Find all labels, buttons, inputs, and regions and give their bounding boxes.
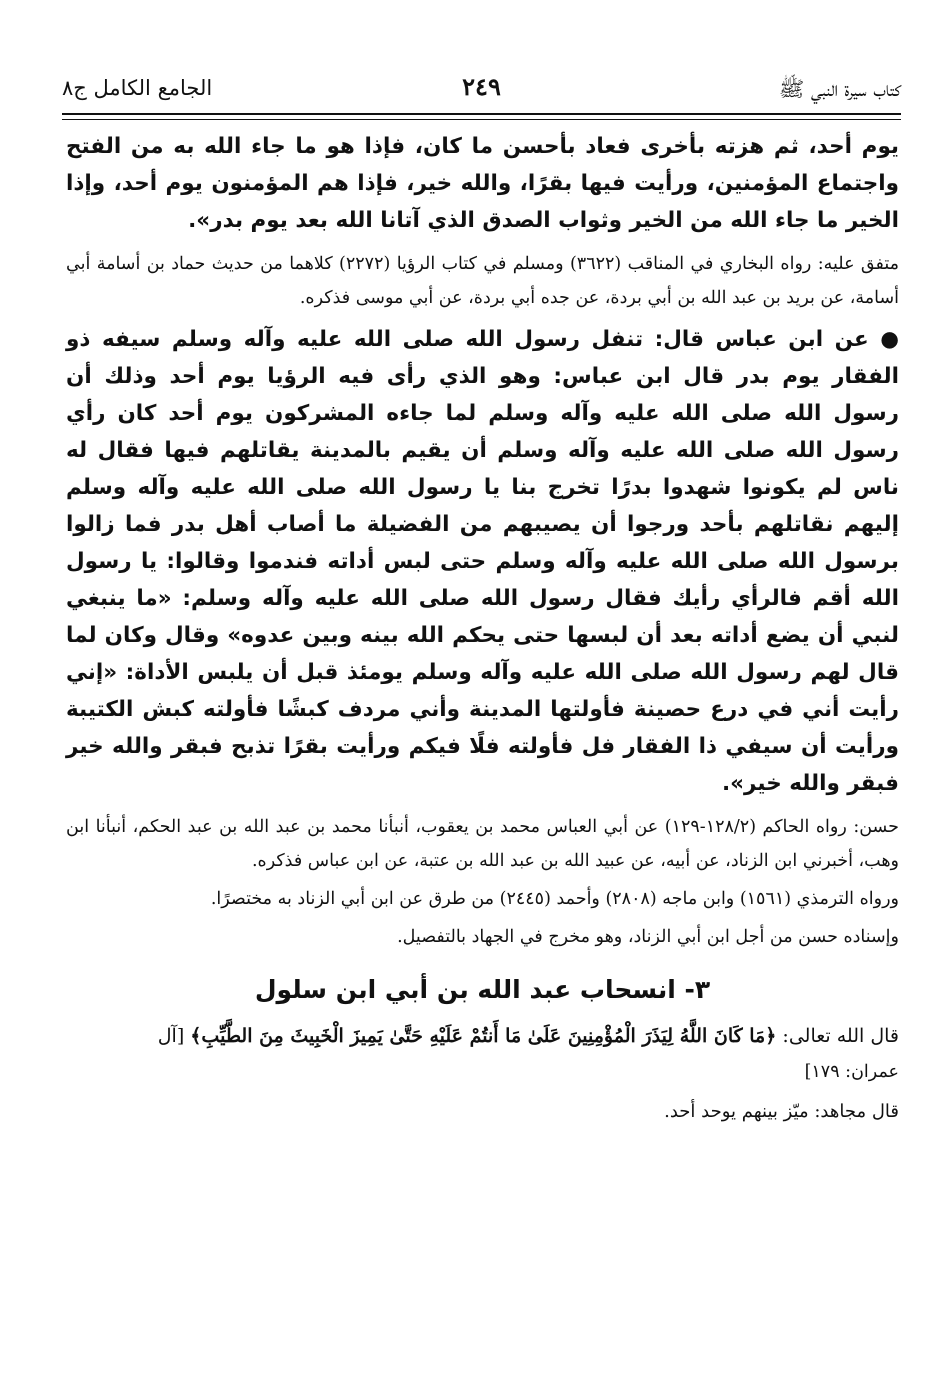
verse-intro: قال الله تعالى: xyxy=(782,1025,899,1047)
page-header xyxy=(62,62,901,108)
page-number: ٢٤٩ xyxy=(462,72,501,101)
verse-reference: عمران: ١٧٩] xyxy=(804,1062,899,1082)
hadith-takhrij-4: وإسناده حسن من أجل ابن أبي الزناد، وهو مخرج في الجهاد بالتفصيل. xyxy=(397,927,899,947)
hadith-takhrij-1: متفق عليه: رواه البخاري في المناقب (٣٦٢٢) ومسلم في كتاب الرؤيا (٢٢٧٢) كلاهما من حديث حماد بن أسامة أبي أسامة، عن بريد بن عبد الله بن أبي بردة، عن جده أبي بردة، عن أبي موسى فذكره. xyxy=(66,254,900,308)
page-content xyxy=(66,128,899,1130)
mujahid-quote: قال مجاهد: ميّز بينهم يوحد أحد. xyxy=(664,1101,899,1122)
hadith-text-continued: يوم أحد، ثم هزته بأخرى فعاد بأحسن ما كان، فإذا هو ما جاء الله به من الفتح واجتماع المؤمنين، ورأيت فيها بقرًا، والله خير، فإذا هم المؤمنون يوم أحد، وإذا الخير ما جاء الله من الخير وثواب الصدق الذي آتانا الله بعد يوم بدر». xyxy=(66,134,899,233)
book-title: كتاب سيرة النبي ﷺ xyxy=(778,77,901,101)
hadith-takhrij-2: حسن: رواه الحاكم (١٢٨/٢-١٢٩) عن أبي العباس محمد بن يعقوب، أنبأنا محمد بن عبد الله بن عبد الحكم، أنبأنا ابن وهب، أخبرني ابن الزناد، عن أبيه، عن عبيد الله بن عبد الله بن عتبة، عن ابن عباس فذكره. xyxy=(66,817,899,871)
volume-label: الجامع الكامل ج٨ xyxy=(62,76,213,100)
hadith-takhrij-3: ورواه الترمذي (١٥٦١) وابن ماجه (٢٨٠٨) وأحمد (٢٤٤٥) من طرق عن ابن أبي الزناد به مختصرًا. xyxy=(210,889,899,909)
verse-ref-open: [آل xyxy=(157,1025,185,1047)
quran-verse-line xyxy=(66,1016,899,1056)
section-heading: ٣- انسحاب عبد الله بن أبي ابن سلول xyxy=(254,975,711,1004)
header-rule-thin xyxy=(62,119,901,120)
header-rule-thick xyxy=(62,113,901,115)
quran-verse: ﴿مَا كَانَ اللَّهُ لِيَذَرَ الْمُؤْمِنِينَ عَلَىٰ مَا أَنتُمْ عَلَيْهِ حَتَّىٰ يَمِيزَ الْخَبِيثَ مِنَ الطَّيِّبِ﴾ xyxy=(190,1025,777,1047)
hadith-text-ibn-abbas: ● عن ابن عباس قال: تنفل رسول الله صلى الله عليه وآله وسلم سيفه ذو الفقار يوم بدر قال ابن عباس: وهو الذي رأى فيه الرؤيا يوم أحد وذلك أن رسول الله صلى الله عليه وآله وسلم لما جاءه المشركون يوم أحد كان رأي رسول الله صلى الله عليه وآله وسلم أن يقيم بالمدينة يقاتلهم فيها فقال له ناس لم يكونوا شهدوا بدرًا تخرج بنا يا رسول الله صلى الله عليه وآله وسلم إليهم نقاتلهم بأحد ورجوا أن يصيبهم من الفضيلة ما أصاب أهل بدر فما زالوا برسول الله صلى الله عليه وآله وسلم حتى لبس أداته فندموا وقالوا: يا رسول الله أقم فالرأي رأيك فقال رسول الله صلى الله عليه وآله وسلم: «ما ينبغي لنبي أن يضع أداته بعد أن لبسها حتى يحكم الله بينه وبين عدوه» وقال وكان لما قال لهم رسول الله صلى الله عليه وآله وسلم يومئذ قبل أن يلبس الأداة: «إني رأيت أني في درع حصينة فأولتها المدينة وأني مردف كبشًا فأولته كبش الكتيبة ورأيت أن سيفي ذا الفقار فل فأولته فلًا فيكم ورأيت بقرًا تذبح فبقر والله خير فبقر والله خير». xyxy=(66,327,899,796)
